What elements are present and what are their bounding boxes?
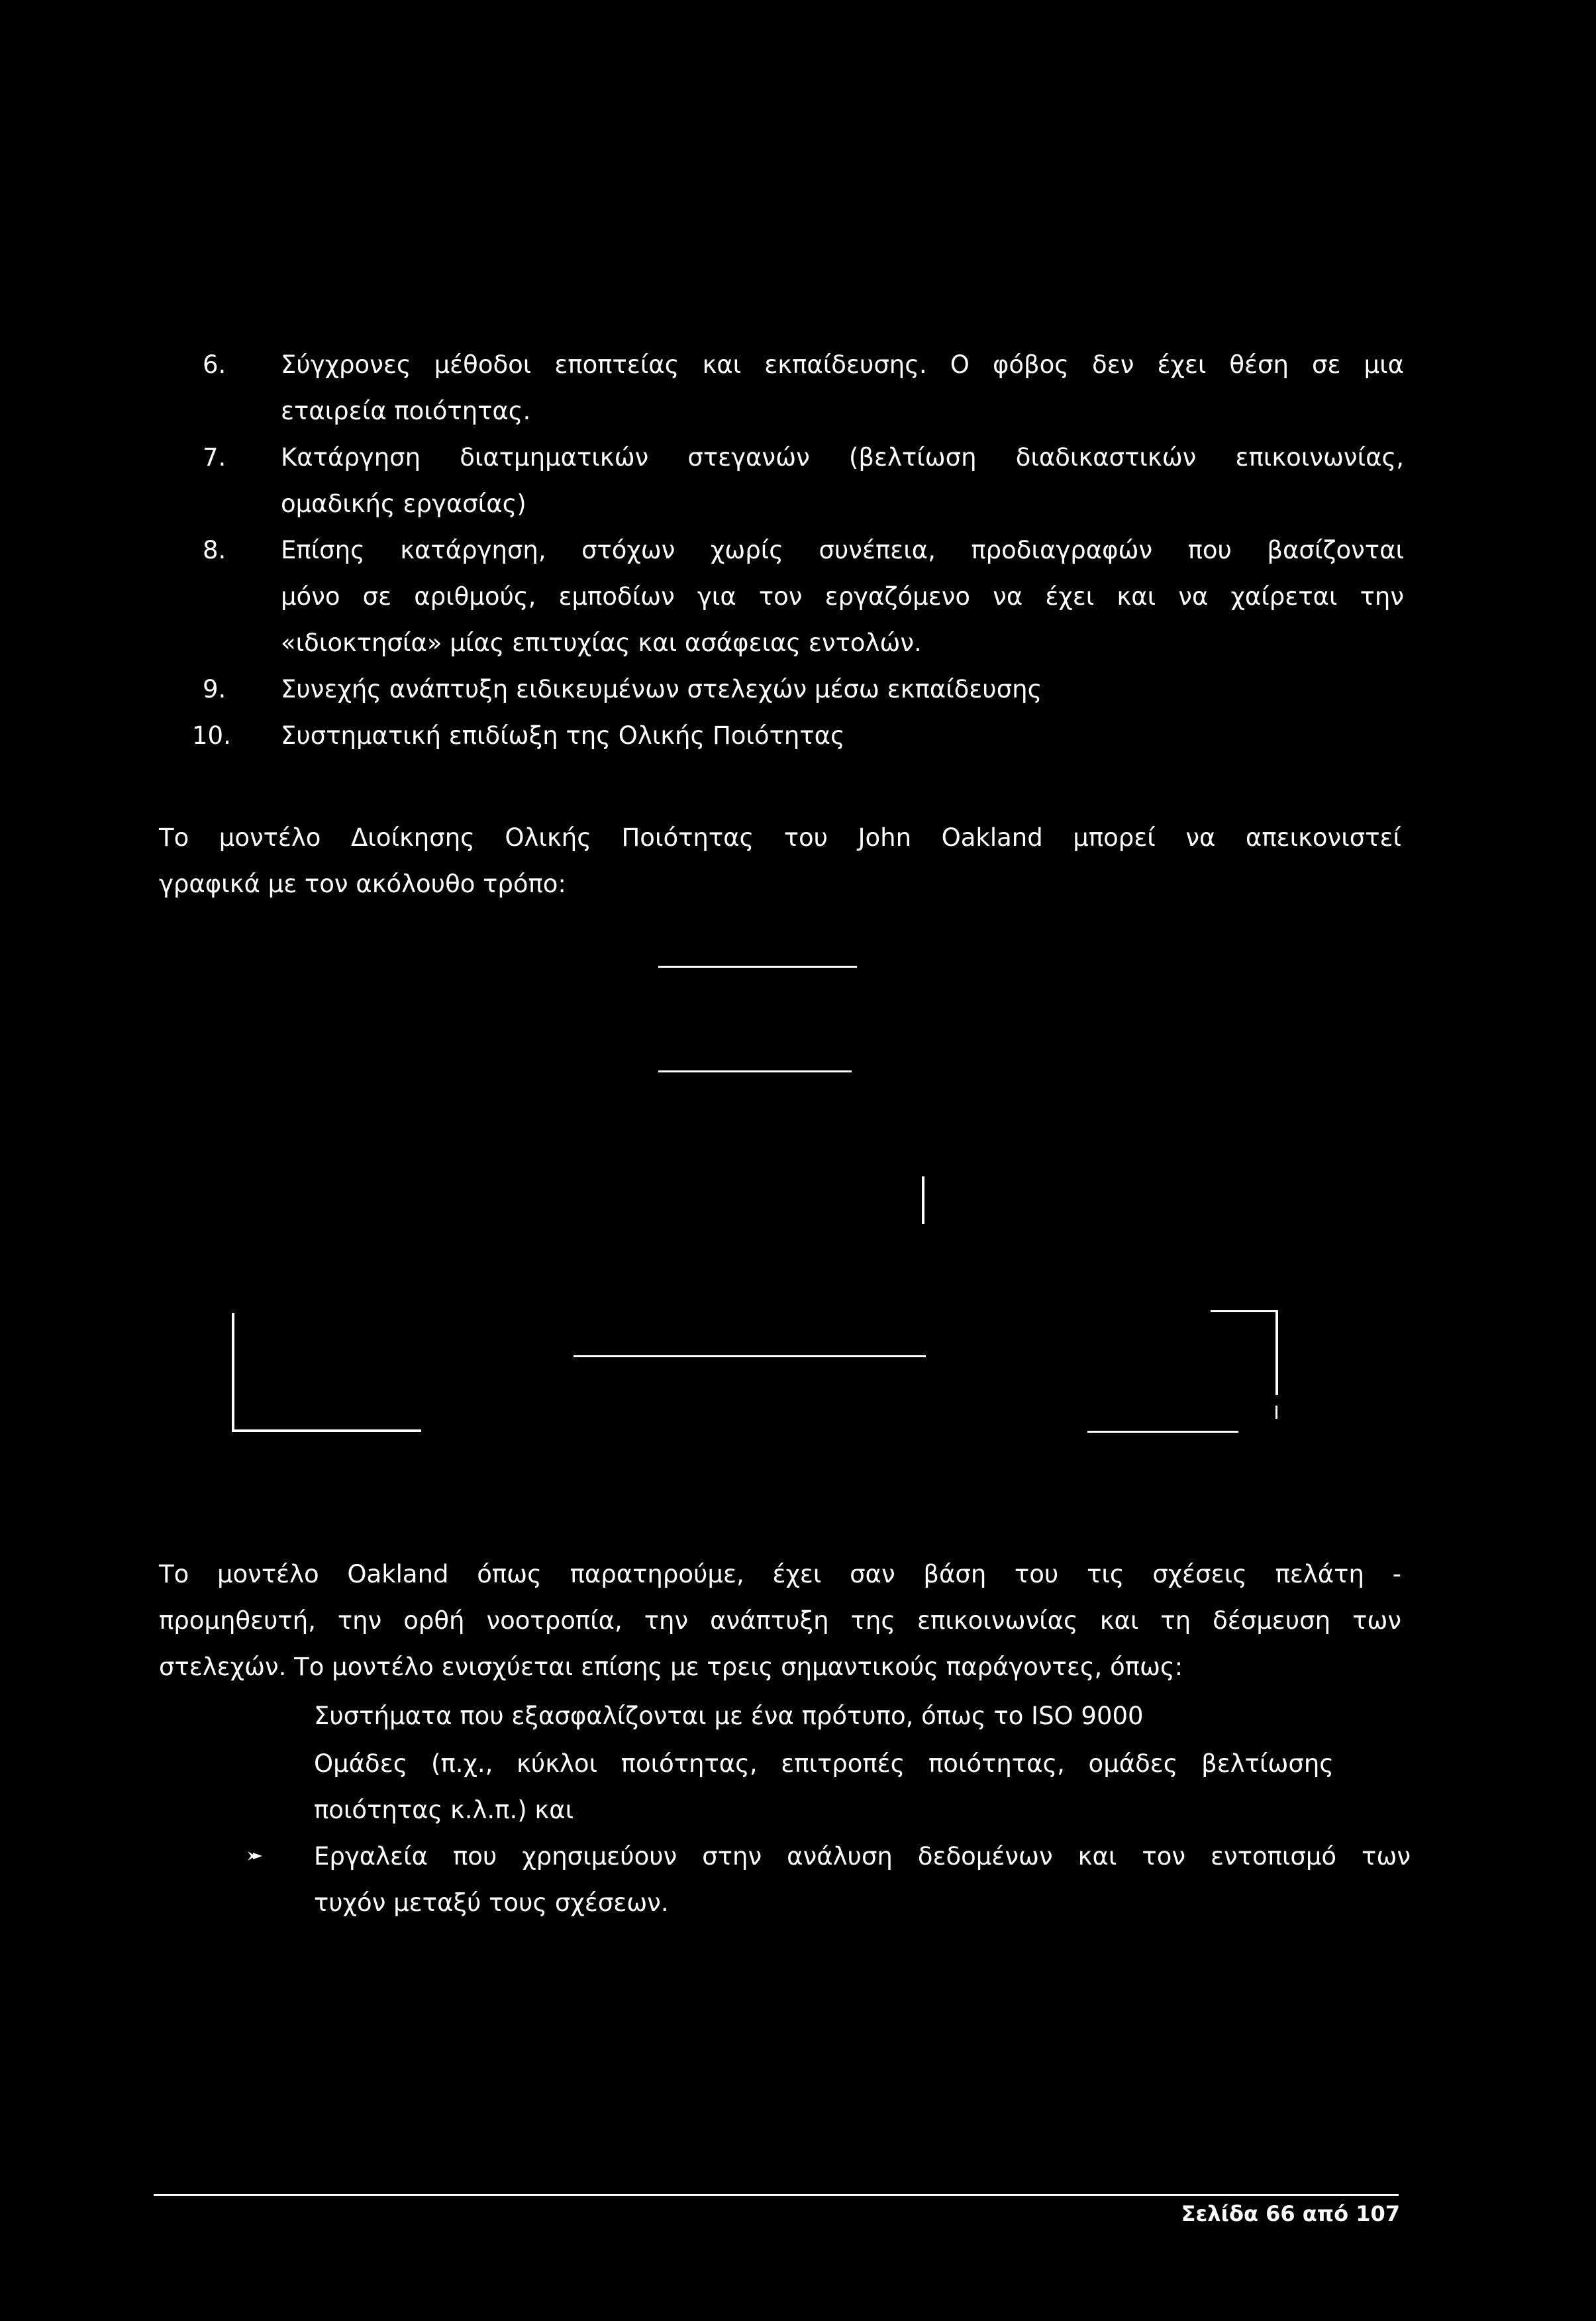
factor-item-text: Συστήματα που εξασφαλίζονται με ένα πρότυπο, όπως το ISO 9000 xyxy=(314,1702,1144,1730)
footer-rule xyxy=(154,2194,1399,2196)
paragraph-line: προμηθευτή, την ορθή νοοτροπία, την ανάπτυξη της επικοινωνίας και τη δέσμευση των xyxy=(159,1606,1401,1635)
diagram-line xyxy=(1087,1431,1238,1433)
list-item-number: 8. xyxy=(203,536,226,564)
list-item-text: Συνεχής ανάπτυξη ειδικευμένων στελεχών μέσω εκπαίδευσης xyxy=(281,675,1042,703)
list-item-text: Συστηματική επιδίωξη της Ολικής Ποιότητας xyxy=(281,721,845,750)
list-item-number: 10. xyxy=(192,721,231,750)
paragraph-line: Το μοντέλο Διοίκησης Ολικής Ποιότητας του John Oakland μπορεί να απεικονιστεί xyxy=(159,823,1401,852)
arrow-bullet-icon xyxy=(246,1844,264,1871)
paragraph-line: στελεχών. Το μοντέλο ενισχύεται επίσης με τρεις σημαντικούς παράγοντες, όπως: xyxy=(159,1653,1183,1681)
diagram-line xyxy=(1275,1406,1277,1419)
diagram-line xyxy=(658,966,857,968)
diagram-line xyxy=(232,1429,421,1432)
diagram-line xyxy=(574,1355,926,1357)
diagram-line xyxy=(1211,1310,1278,1312)
diagram-line xyxy=(922,1176,924,1224)
list-item-text: εταιρεία ποιότητας. xyxy=(281,397,531,425)
page-number-label: Σελίδα 66 από 107 xyxy=(1181,2201,1400,2226)
list-item-text: Επίσης κατάργηση, στόχων χωρίς συνέπεια, προδιαγραφών που βασίζονται xyxy=(281,536,1404,564)
list-item-text: ομαδικής εργασίας) xyxy=(281,490,526,518)
list-item-text: μόνο σε αριθμούς, εμποδίων για τον εργαζόμενο να έχει και να χαίρεται την xyxy=(281,582,1404,611)
list-item-number: 7. xyxy=(203,443,226,472)
factor-item-text: Εργαλεία που χρησιμεύουν στην ανάλυση δεδομένων και τον εντοπισμό των xyxy=(314,1842,1411,1871)
diagram-line xyxy=(1275,1310,1278,1395)
diagram-line xyxy=(658,1070,852,1072)
paragraph-line: Το μοντέλο Oakland όπως παρατηρούμε, έχει σαν βάση του τις σχέσεις πελάτη - xyxy=(159,1560,1401,1588)
factor-item-text: τυχόν μεταξύ τους σχέσεων. xyxy=(314,1888,669,1917)
factor-item-text: ποιότητας κ.λ.π.) και xyxy=(314,1796,574,1824)
list-item-number: 6. xyxy=(203,350,226,379)
paragraph-line: γραφικά με τον ακόλουθο τρόπο: xyxy=(159,870,566,898)
list-item-number: 9. xyxy=(203,675,226,703)
list-item-text: «ιδιοκτησία» μίας επιτυχίας και ασάφειας εντολών. xyxy=(281,629,922,657)
diagram-line xyxy=(232,1313,234,1431)
list-item-text: Σύγχρονες μέθοδοι εποπτείας και εκπαίδευσης. Ο φόβος δεν έχει θέση σε μια xyxy=(281,350,1404,379)
list-item-text: Κατάργηση διατμηματικών στεγανών (βελτίωση διαδικαστικών επικοινωνίας, xyxy=(281,443,1404,472)
factor-item-text: Ομάδες (π.χ., κύκλοι ποιότητας, επιτροπές ποιότητας, ομάδες βελτίωσης xyxy=(314,1749,1334,1778)
